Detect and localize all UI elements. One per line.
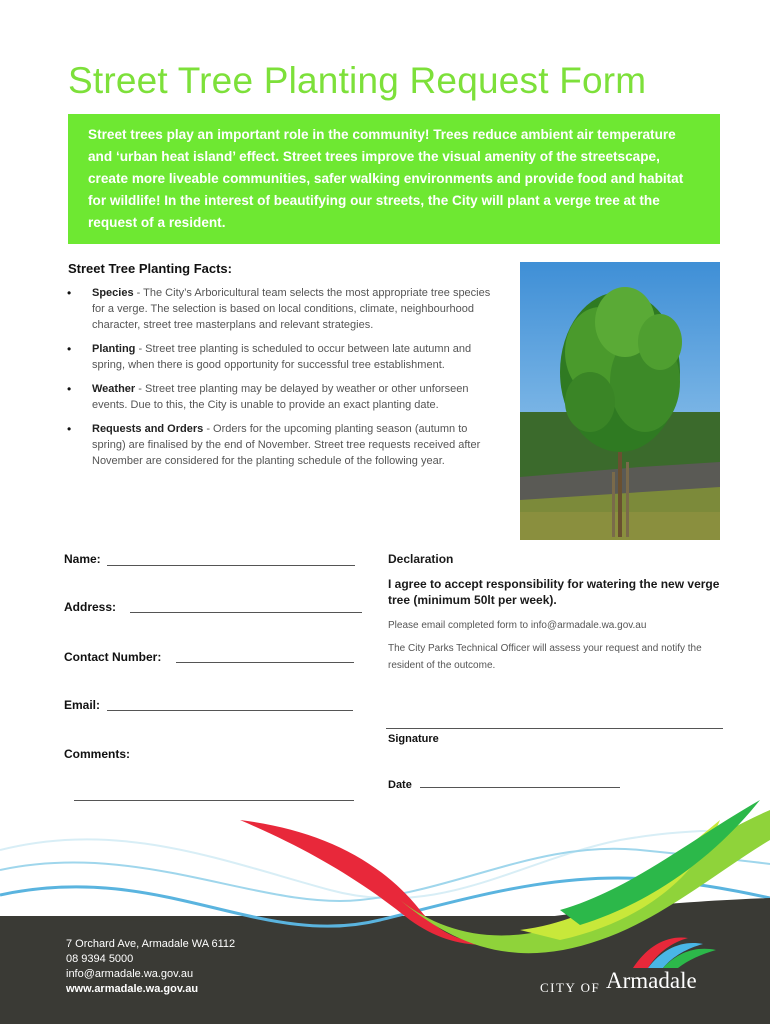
contact-number-label: Contact Number: bbox=[64, 650, 162, 664]
fact-text: - The City’s Arboricultural team selects the most appropriate tree species for a verge. The selection is based on local conditions, climate, neighbourhood character, street tree masterplans and relevant strategies. bbox=[92, 287, 491, 331]
fact-text: - Street tree planting is scheduled to occur between late autumn and spring, when there is good opportunity for successful tree establishment. bbox=[92, 343, 472, 371]
fact-text: - Orders for the upcoming planting season (autumn to spring) are finalised by the end of November. Street tree requests received after November are considered for the planting schedule of the following year. bbox=[92, 423, 481, 467]
email-note: Please email completed form to info@armadale.wa.gov.au bbox=[388, 620, 647, 631]
comments-label: Comments: bbox=[64, 747, 131, 761]
intro-banner: Street trees play an important role in the community! Trees reduce ambient air temperature and ‘urban heat island’ effect. Street trees improve the visual amenity of the streetscape, create more liveable communities, safer walking environments and provide food and habitat for wildlife! In the interest of beautifying our streets, the City will plant a verge tree at the request of a resident. bbox=[68, 114, 720, 244]
name-field[interactable] bbox=[107, 565, 355, 566]
fact-term: Requests and Orders bbox=[92, 423, 204, 435]
tree-photo bbox=[520, 262, 720, 540]
name-label: Name: bbox=[64, 552, 101, 566]
assess-note: The City Parks Technical Officer will assess your request and notify the resident of the outcome. bbox=[388, 643, 702, 671]
facts-list bbox=[64, 285, 504, 477]
bullet-icon: • bbox=[67, 286, 72, 300]
footer-email[interactable]: info@armadale.wa.gov.au bbox=[66, 968, 194, 980]
list-item bbox=[64, 285, 504, 333]
footer-website[interactable]: www.armadale.wa.gov.au bbox=[66, 983, 199, 995]
signature-field[interactable] bbox=[386, 728, 723, 729]
declaration-heading: Declaration bbox=[388, 552, 454, 566]
facts-heading: Street Tree Planting Facts: bbox=[68, 261, 232, 276]
page-title: Street Tree Planting Request Form bbox=[68, 60, 647, 101]
list-item bbox=[64, 421, 504, 469]
list-item bbox=[64, 341, 504, 373]
fact-text: - Street tree planting may be delayed by weather or other unforseen events. Due to this, the City is unable to provide an exact planting date. bbox=[92, 383, 469, 411]
bullet-icon: • bbox=[67, 342, 72, 356]
date-label: Date bbox=[388, 779, 412, 791]
footer-phone: 08 9394 5000 bbox=[66, 953, 134, 965]
email-field[interactable] bbox=[107, 710, 353, 711]
fact-term: Species bbox=[92, 287, 134, 299]
declaration-statement: I agree to accept responsibility for watering the new verge tree (minimum 50lt per week). bbox=[388, 577, 720, 607]
bullet-icon: • bbox=[67, 422, 72, 436]
footer-address: 7 Orchard Ave, Armadale WA 6112 bbox=[66, 938, 236, 950]
fact-term: Weather bbox=[92, 383, 136, 395]
contact-number-field[interactable] bbox=[176, 662, 354, 663]
bullet-icon: • bbox=[67, 382, 72, 396]
email-label: Email: bbox=[64, 698, 101, 712]
date-field[interactable] bbox=[420, 787, 620, 788]
signature-label: Signature bbox=[388, 733, 439, 745]
fact-term: Planting bbox=[92, 343, 136, 355]
footer-contact bbox=[66, 937, 235, 997]
address-label: Address: bbox=[64, 600, 117, 614]
list-item bbox=[64, 381, 504, 413]
logo-prefix: CITY OF bbox=[540, 980, 601, 995]
address-field[interactable] bbox=[130, 612, 362, 613]
logo-name: Armadale bbox=[606, 968, 697, 993]
